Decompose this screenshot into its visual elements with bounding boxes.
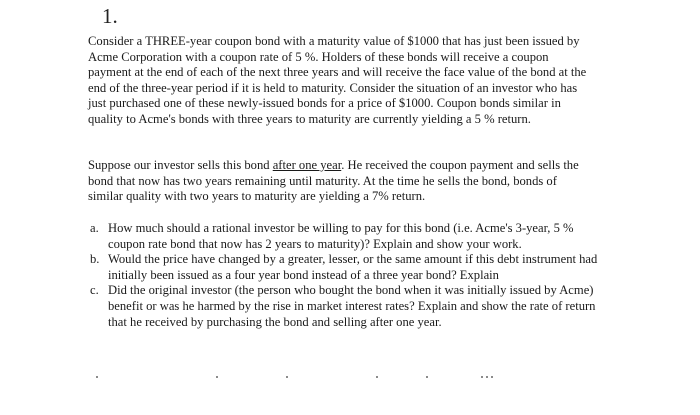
scenario-text-end: . He received the coupon payment and sells the bond that now has two years remaining until maturity. At the time he sells the bond, bonds of similar quality with two years to maturity are yielding a 7% return.: [88, 158, 579, 204]
text-fragment: [486, 376, 488, 378]
question-marker: c.: [90, 283, 99, 298]
problem-setup-paragraph: Consider a THREE-year coupon bond with a maturity value of $1000 that has just been issued by Acme Corporation with a coupon rate of 5 %. Holders of these bonds will receive a coupon payment at the end of each of the next three years and will receive the face value of the bond at the end of the three-year period if it is held to maturity. Consider the situation of an investor who has just purchased one of these newly-issued bonds for a price of $1000. Coupon bonds similar in quality to Acme's bonds with three years to maturity are currently yielding a 5 % return.: [88, 34, 587, 126]
question-a: [88, 221, 598, 252]
text-fragment: [491, 376, 493, 378]
scenario-text-start: Suppose our investor sells this bond: [88, 158, 273, 172]
text-fragment: [96, 376, 98, 378]
question-marker: b.: [90, 252, 100, 267]
cropped-text-remnant: [96, 374, 516, 380]
question-c: [88, 283, 598, 330]
question-text: How much should a rational investor be willing to pay for this bond (i.e. Acme's 3-year, 5 % coupon rate bond that now has 2 years to maturity)? Explain and show your work.: [108, 221, 574, 251]
problem-number: 1.: [102, 4, 118, 28]
sale-scenario-paragraph: [88, 158, 588, 205]
text-fragment: [286, 376, 288, 378]
text-fragment: [426, 376, 428, 378]
question-list: [88, 221, 598, 330]
text-fragment: [376, 376, 378, 378]
question-marker: a.: [90, 221, 99, 235]
text-fragment: [216, 376, 218, 378]
text-fragment: [481, 376, 483, 378]
question-text: Would the price have changed by a greater, lesser, or the same amount if this debt instrument had initially been issued as a four year bond instead of a three year bond? Explain: [108, 252, 598, 282]
underlined-phrase: after one year: [272, 158, 342, 172]
question-text: Did the original investor (the person who bought the bond when it was initially issued by Acme) benefit or was he harmed by the rise in market interest rates? Explain and show the rate of return that he received by purchasing the bond and selling after one year.: [108, 283, 596, 329]
question-b: [88, 252, 598, 283]
